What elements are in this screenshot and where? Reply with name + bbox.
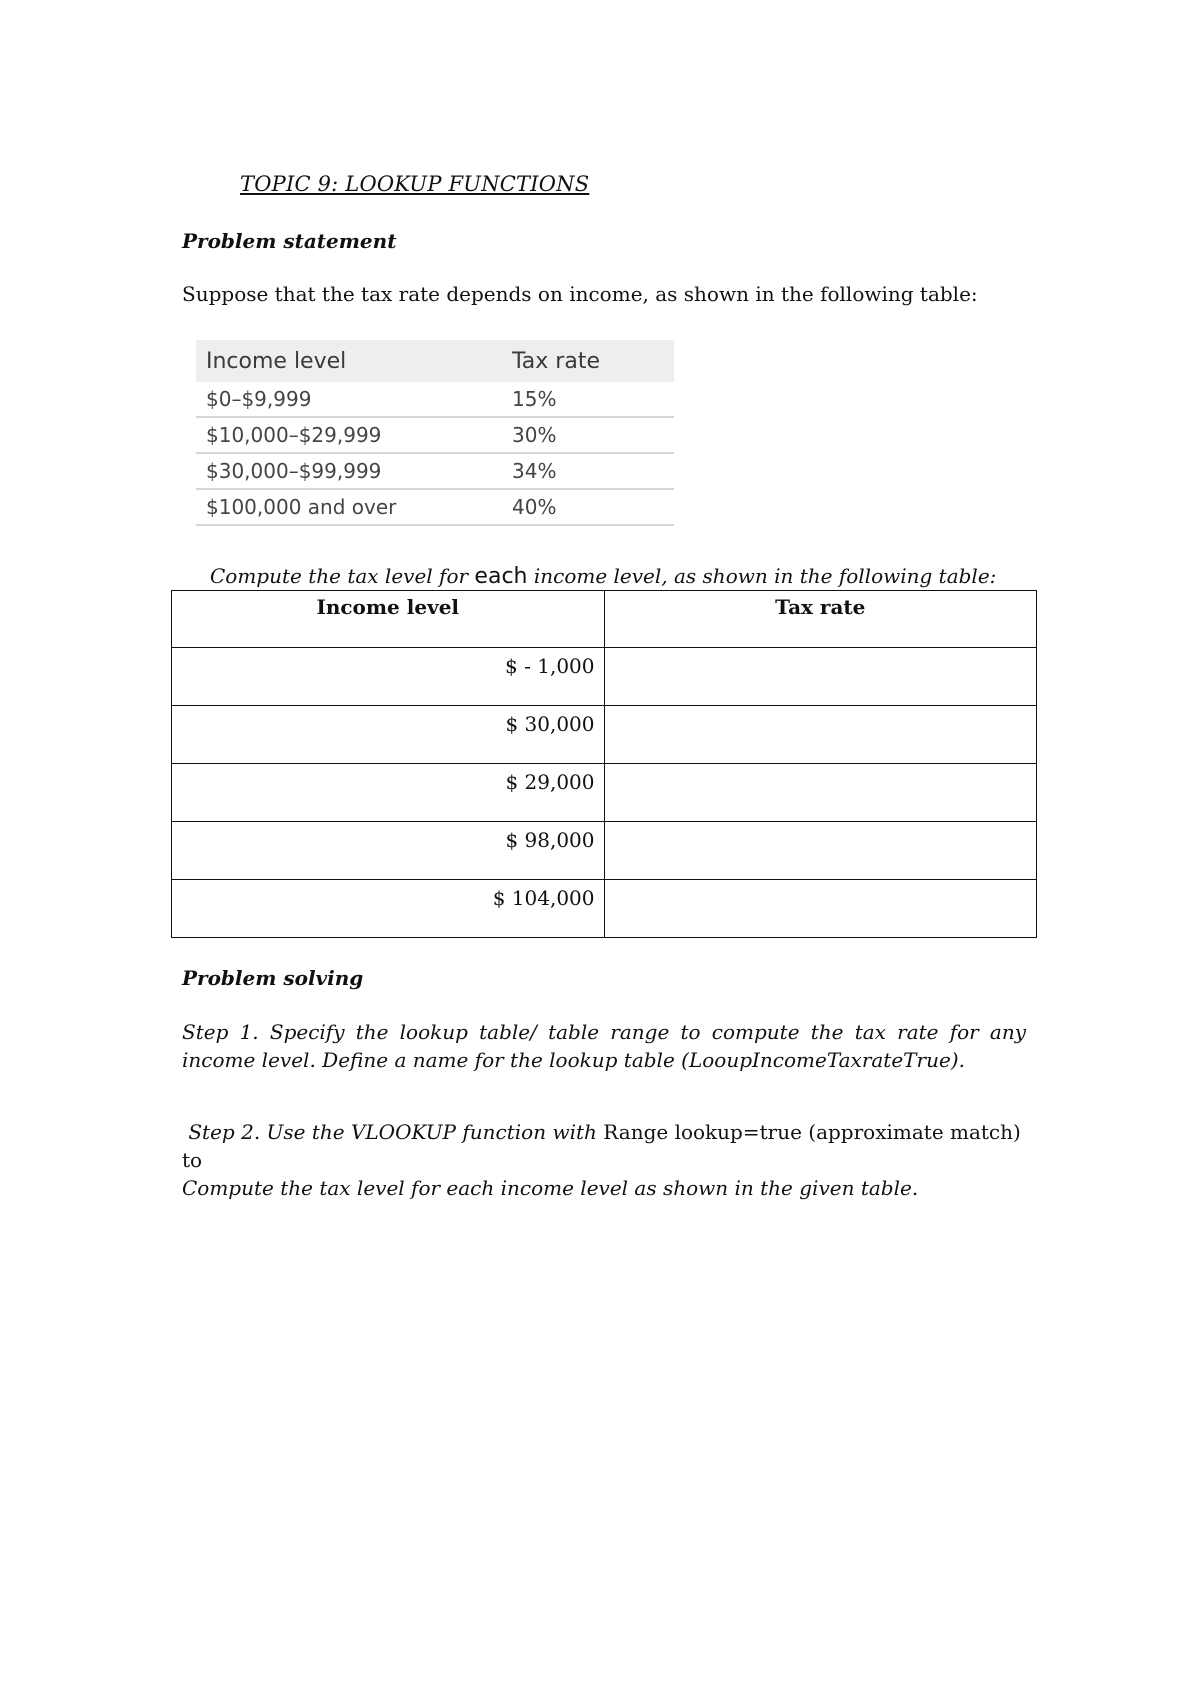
- step-2-text: [182, 1118, 1026, 1202]
- compute-income-cell: $ - 1,000: [172, 648, 605, 706]
- compute-income-cell: $ 98,000: [172, 822, 605, 880]
- reference-table-row: [196, 382, 674, 417]
- reference-rate-cell: 34%: [502, 453, 674, 489]
- reference-income-cell: $100,000 and over: [196, 489, 502, 525]
- step-2-part3: Compute the tax level for each income level as shown in the given table.: [182, 1176, 919, 1200]
- reference-income-cell: $0–$9,999: [196, 382, 502, 417]
- compute-rate-cell: [604, 648, 1037, 706]
- reference-table-header-row: [196, 340, 674, 382]
- problem-statement-heading: Problem statement: [182, 229, 397, 253]
- reference-table-row: [196, 453, 674, 489]
- reference-rate-cell: 40%: [502, 489, 674, 525]
- compute-rate-cell: [604, 764, 1037, 822]
- compute-header-income: Income level: [172, 591, 605, 648]
- compute-instruction: [210, 564, 996, 589]
- compute-table-row: [172, 764, 1037, 822]
- compute-table-row: [172, 880, 1037, 938]
- compute-table-row: [172, 648, 1037, 706]
- compute-rate-cell: [604, 822, 1037, 880]
- compute-income-cell: $ 30,000: [172, 706, 605, 764]
- step-1-text: Step 1. Specify the lookup table/ table range to compute the tax rate for any income level. Define a name for the lookup table (LooupIncomeTaxrateTrue).: [182, 1020, 1026, 1072]
- compute-table-header-row: [172, 591, 1037, 648]
- reference-table-row: [196, 417, 674, 453]
- compute-table-row: [172, 822, 1037, 880]
- step-2-part1: Step 2. Use the VLOOKUP function with: [188, 1120, 604, 1144]
- reference-income-cell: $30,000–$99,999: [196, 453, 502, 489]
- problem-intro-text: Suppose that the tax rate depends on income, as shown in the following table:: [182, 282, 978, 306]
- document-title: TOPIC 9: LOOKUP FUNCTIONS: [240, 172, 590, 196]
- reference-header-income: Income level: [196, 340, 502, 382]
- compute-tax-table: [171, 590, 1037, 938]
- compute-rate-cell: [604, 706, 1037, 764]
- compute-table-row: [172, 706, 1037, 764]
- reference-table-row: [196, 489, 674, 525]
- problem-solving-heading: Problem solving: [182, 966, 364, 990]
- reference-header-rate: Tax rate: [502, 340, 674, 382]
- compute-header-rate: Tax rate: [604, 591, 1037, 648]
- compute-income-cell: $ 29,000: [172, 764, 605, 822]
- reference-rate-cell: 15%: [502, 382, 674, 417]
- compute-rate-cell: [604, 880, 1037, 938]
- reference-rate-cell: 30%: [502, 417, 674, 453]
- compute-instruction-each: each: [474, 564, 528, 589]
- compute-instruction-start: Compute the tax level for: [210, 564, 475, 588]
- compute-instruction-end: income level, as shown in the following table:: [527, 564, 997, 588]
- step-2-part2: Range lookup=true (approximate match) to: [182, 1120, 1021, 1172]
- reference-tax-table: [196, 340, 674, 526]
- reference-income-cell: $10,000–$29,999: [196, 417, 502, 453]
- compute-income-cell: $ 104,000: [172, 880, 605, 938]
